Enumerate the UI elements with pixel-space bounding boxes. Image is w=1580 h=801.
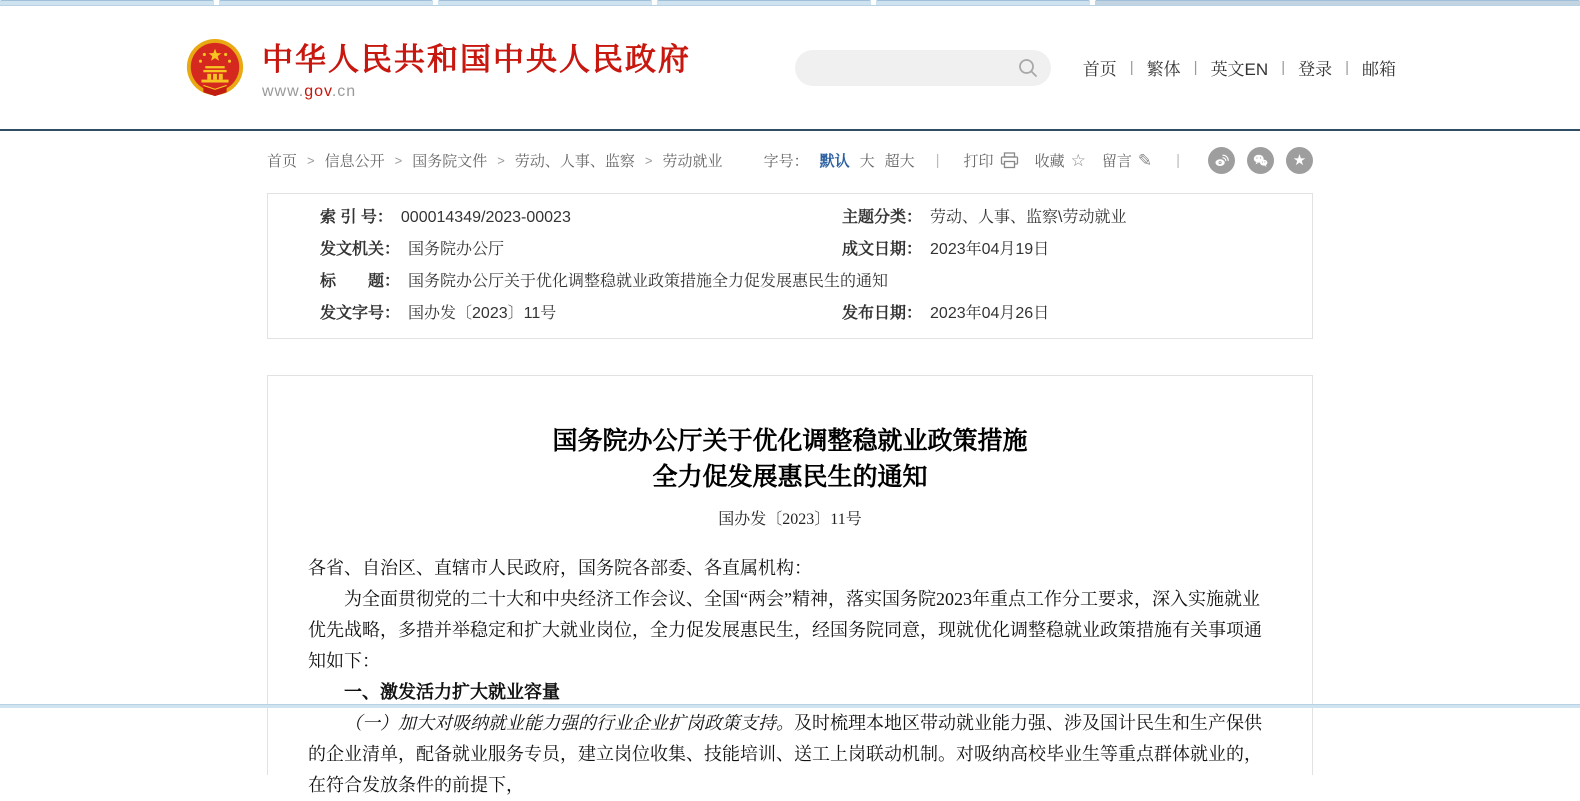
meta-pub-date-label: 发布日期： [842, 305, 923, 322]
meta-issuer-value: 国务院办公厅 [408, 241, 505, 258]
comment-button[interactable] [1102, 150, 1152, 171]
meta-topic-value: 劳动、人事、监察\劳动就业 [930, 209, 1127, 226]
site-url [262, 83, 691, 101]
meta-index-label: 索 引 号： [320, 209, 393, 226]
paragraph-lead-sentence: （一）加大对吸纳就业能力强的行业企业扩岗政策支持。 [344, 713, 794, 733]
star-outline-icon: ☆ [1070, 150, 1086, 170]
url-cn: .cn [331, 83, 357, 100]
browser-tab-stub [657, 0, 871, 5]
share-star-button[interactable] [1286, 147, 1313, 174]
font-size-label: 字号： [763, 152, 809, 170]
search-input[interactable] [813, 60, 1017, 76]
breadcrumb-info-disclosure[interactable]: 信息公开 [324, 152, 385, 170]
share-star-icon: ★ [1292, 151, 1307, 169]
meta-issuer-label: 发文机关： [320, 241, 401, 258]
intro-paragraph: 为全面贯彻党的二十大和中央经济工作会议、全国“两会”精神，落实国务院2023年重点工作分工要求，深入实施就业优先战略，多措并举稳定和扩大就业岗位，全力促发展惠民生，经国务院同意，现就优化调整稳就业政策措施有关事项通知如下： [308, 589, 1262, 671]
nav-traditional[interactable]: 繁体 [1146, 60, 1181, 79]
browser-tab-stub [219, 0, 433, 5]
meta-written-date-value: 2023年04月19日 [930, 241, 1050, 258]
national-emblem-icon [184, 37, 246, 99]
breadcrumb-state-council-docs[interactable]: 国务院文件 [412, 152, 488, 170]
meta-title-label: 标 题： [320, 273, 401, 290]
print-button[interactable] [964, 150, 1019, 171]
weibo-share-button[interactable] [1208, 147, 1235, 174]
nav-english[interactable]: 英文EN [1210, 60, 1269, 79]
document-meta-box [267, 193, 1313, 339]
document-title-line2: 全力促发展惠民生的通知 [652, 464, 928, 491]
document-title-line1: 国务院办公厅关于优化调整稳就业政策措施 [552, 428, 1028, 455]
breadcrumb [267, 150, 722, 171]
nav-login[interactable]: 登录 [1298, 60, 1333, 79]
meta-pub-date-value: 2023年04月26日 [930, 305, 1050, 322]
collect-button[interactable] [1035, 150, 1086, 171]
header-divider [0, 129, 1580, 131]
tools-separator: | [935, 151, 940, 169]
breadcrumb-separator: > [307, 152, 315, 168]
paragraph-rest: 及时梳理本地区带动就业能力强、涉及国计民生和生产保供的企业清单，配备就业服务专员，建立岗位收集、技能培训、送工上岗联动机制。对吸纳高校毕业生等重点群体就业的，在符合发放条件的前提下， [308, 713, 1262, 795]
search-icon[interactable] [1017, 57, 1039, 79]
section-1-heading: 一、激发活力扩大就业容量 [344, 682, 560, 702]
wechat-icon [1252, 152, 1269, 169]
nav-separator: | [1129, 59, 1134, 76]
breadcrumb-home[interactable]: 首页 [267, 152, 298, 170]
browser-tabbar-rest [1095, 0, 1580, 5]
font-size-xlarge[interactable]: 超大 [884, 152, 915, 170]
top-nav [1083, 55, 1396, 80]
social-share [1196, 147, 1313, 174]
weibo-icon [1213, 152, 1230, 169]
meta-title-value: 国务院办公厅关于优化调整稳就业政策措施全力促发展惠民生的通知 [408, 273, 889, 290]
comment-label: 留言 [1101, 152, 1132, 170]
pencil-icon: ✎ [1137, 150, 1153, 170]
wechat-share-button[interactable] [1247, 147, 1274, 174]
meta-index-value: 000014349/2023-00023 [400, 209, 571, 226]
nav-separator: | [1281, 59, 1286, 76]
meta-written-date-label: 成文日期： [842, 241, 923, 258]
salutation-paragraph: 各省、自治区、直辖市人民政府，国务院各部委、各直属机构： [308, 558, 812, 578]
nav-home[interactable]: 首页 [1082, 60, 1117, 79]
collect-label: 收藏 [1034, 152, 1065, 170]
browser-tab-stub [876, 0, 1090, 5]
document-content-box [267, 375, 1313, 795]
meta-doc-no-value: 国办发〔2023〕11号 [408, 305, 557, 322]
breadcrumb-labor-category[interactable]: 劳动、人事、监察 [514, 152, 635, 170]
document-number: 国办发〔2023〕11号 [718, 511, 862, 528]
font-size-large[interactable]: 大 [859, 152, 875, 170]
page-tools [764, 147, 1313, 174]
breadcrumb-employment[interactable]: 劳动就业 [662, 152, 723, 170]
meta-row [268, 298, 1312, 330]
site-title: 中华人民共和国中央人民政府 [262, 42, 691, 77]
breadcrumb-separator: > [644, 152, 653, 168]
tools-separator: | [1176, 151, 1180, 169]
bottom-edge-strip [0, 704, 1580, 708]
nav-mailbox[interactable]: 邮箱 [1362, 60, 1396, 79]
site-brand[interactable] [184, 34, 691, 101]
meta-doc-no-label: 发文字号： [320, 305, 401, 322]
site-header [0, 6, 1580, 129]
browser-tab-stub [438, 0, 652, 5]
printer-icon [1000, 152, 1019, 169]
nav-separator: | [1193, 59, 1198, 76]
search-box[interactable] [795, 50, 1051, 86]
document-body [308, 553, 1272, 801]
url-gov: gov [304, 83, 332, 100]
breadcrumb-separator: > [497, 152, 505, 168]
browser-tab-stub [0, 0, 214, 5]
meta-row [268, 266, 1312, 298]
meta-row [268, 234, 1312, 266]
url-www: www. [262, 83, 305, 100]
meta-topic-label: 主题分类： [842, 209, 923, 226]
nav-separator: | [1345, 59, 1349, 76]
meta-row [268, 202, 1312, 234]
section-1-paragraph-1 [308, 708, 1272, 801]
breadcrumb-separator: > [394, 152, 403, 168]
print-label: 打印 [963, 152, 994, 170]
font-size-default[interactable]: 默认 [819, 152, 850, 170]
